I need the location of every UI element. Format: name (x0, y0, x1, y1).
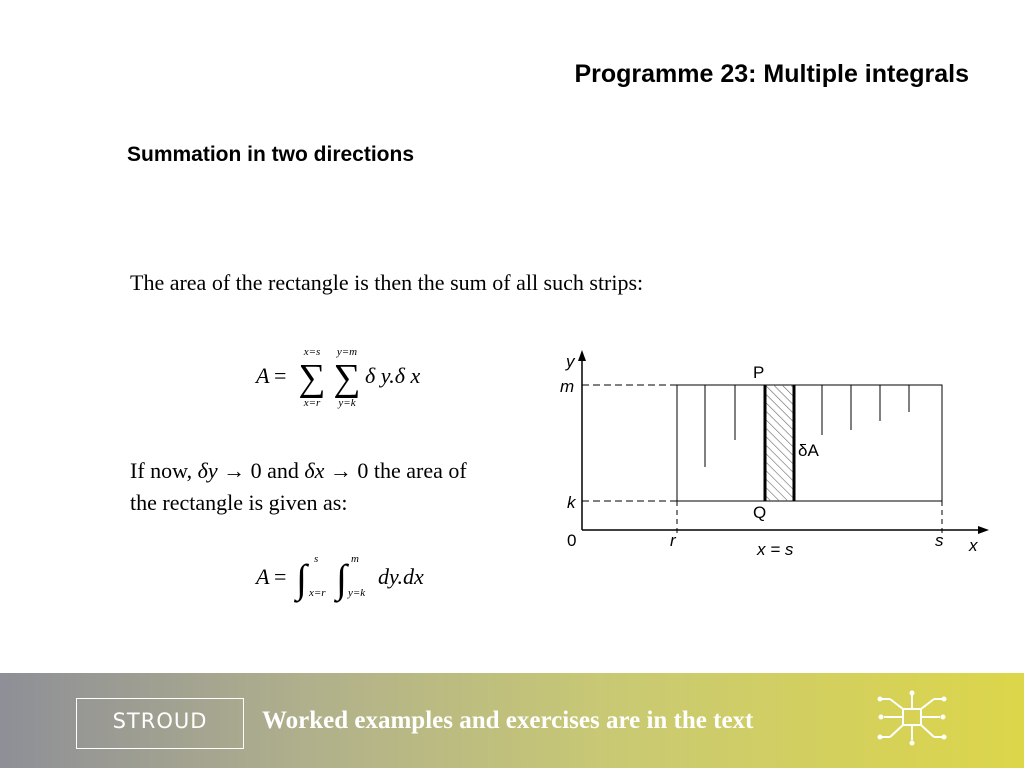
y-axis-label: y (566, 352, 575, 371)
origin-label: 0 (567, 531, 577, 550)
r-label: r (670, 531, 676, 550)
sum1-lower: x=r (303, 397, 321, 409)
integral2-sign: ∫ (336, 556, 347, 601)
footer-bar (0, 673, 1024, 768)
y-axis-arrow (578, 350, 586, 361)
formula2-lhs: A (256, 564, 270, 589)
hatched-strip (765, 385, 794, 501)
limit-text (130, 455, 550, 519)
region-diagram (555, 345, 995, 565)
q-label: Q (753, 503, 767, 522)
section-subtitle: Summation in two directions (127, 143, 415, 166)
m-label: m (560, 377, 575, 396)
s-label: s (935, 531, 944, 550)
double-sum-formula (250, 340, 450, 415)
formula1-term: δ y.δ x (365, 363, 421, 388)
stroud-brand-box: STROUD (76, 698, 244, 749)
integral1-upper: s (314, 553, 319, 565)
double-integral-formula (250, 548, 450, 608)
integral1-lower: x=r (309, 587, 326, 599)
integral2-upper: m (351, 553, 359, 565)
formula2-equals: = (274, 564, 287, 589)
area-sum-text: The area of the rectangle is then the sum of all such strips: (130, 270, 644, 295)
delta-a-label: δA (798, 441, 819, 460)
sum2-upper: y=m (336, 346, 358, 358)
x-axis-label: x (969, 536, 978, 555)
integral2-lower: y=k (348, 587, 366, 599)
circuit-logo-icon (872, 687, 954, 749)
page-title: Programme 23: Multiple integrals (574, 60, 969, 88)
p-label: P (753, 363, 765, 382)
k-label: k (567, 493, 576, 512)
integral1-sign: ∫ (296, 556, 307, 601)
formula1-lhs: A (256, 363, 270, 388)
x-equals-s-label: x = s (757, 540, 794, 559)
sum1-sigma: ∑ (298, 357, 326, 399)
formula1-equals: = (274, 363, 287, 388)
x-axis-arrow (978, 526, 989, 534)
sum1-upper: x=s (303, 346, 321, 358)
limit-text-line1: If now, δy → 0 and δx → 0 the area of (130, 458, 467, 483)
formula2-term: dy.dx (378, 564, 424, 589)
sum2-sigma: ∑ (333, 357, 361, 399)
limit-text-line2: the rectangle is given as: (130, 490, 348, 515)
sum2-lower: y=k (338, 397, 356, 409)
footer-note: Worked examples and exercises are in the text (262, 707, 754, 734)
